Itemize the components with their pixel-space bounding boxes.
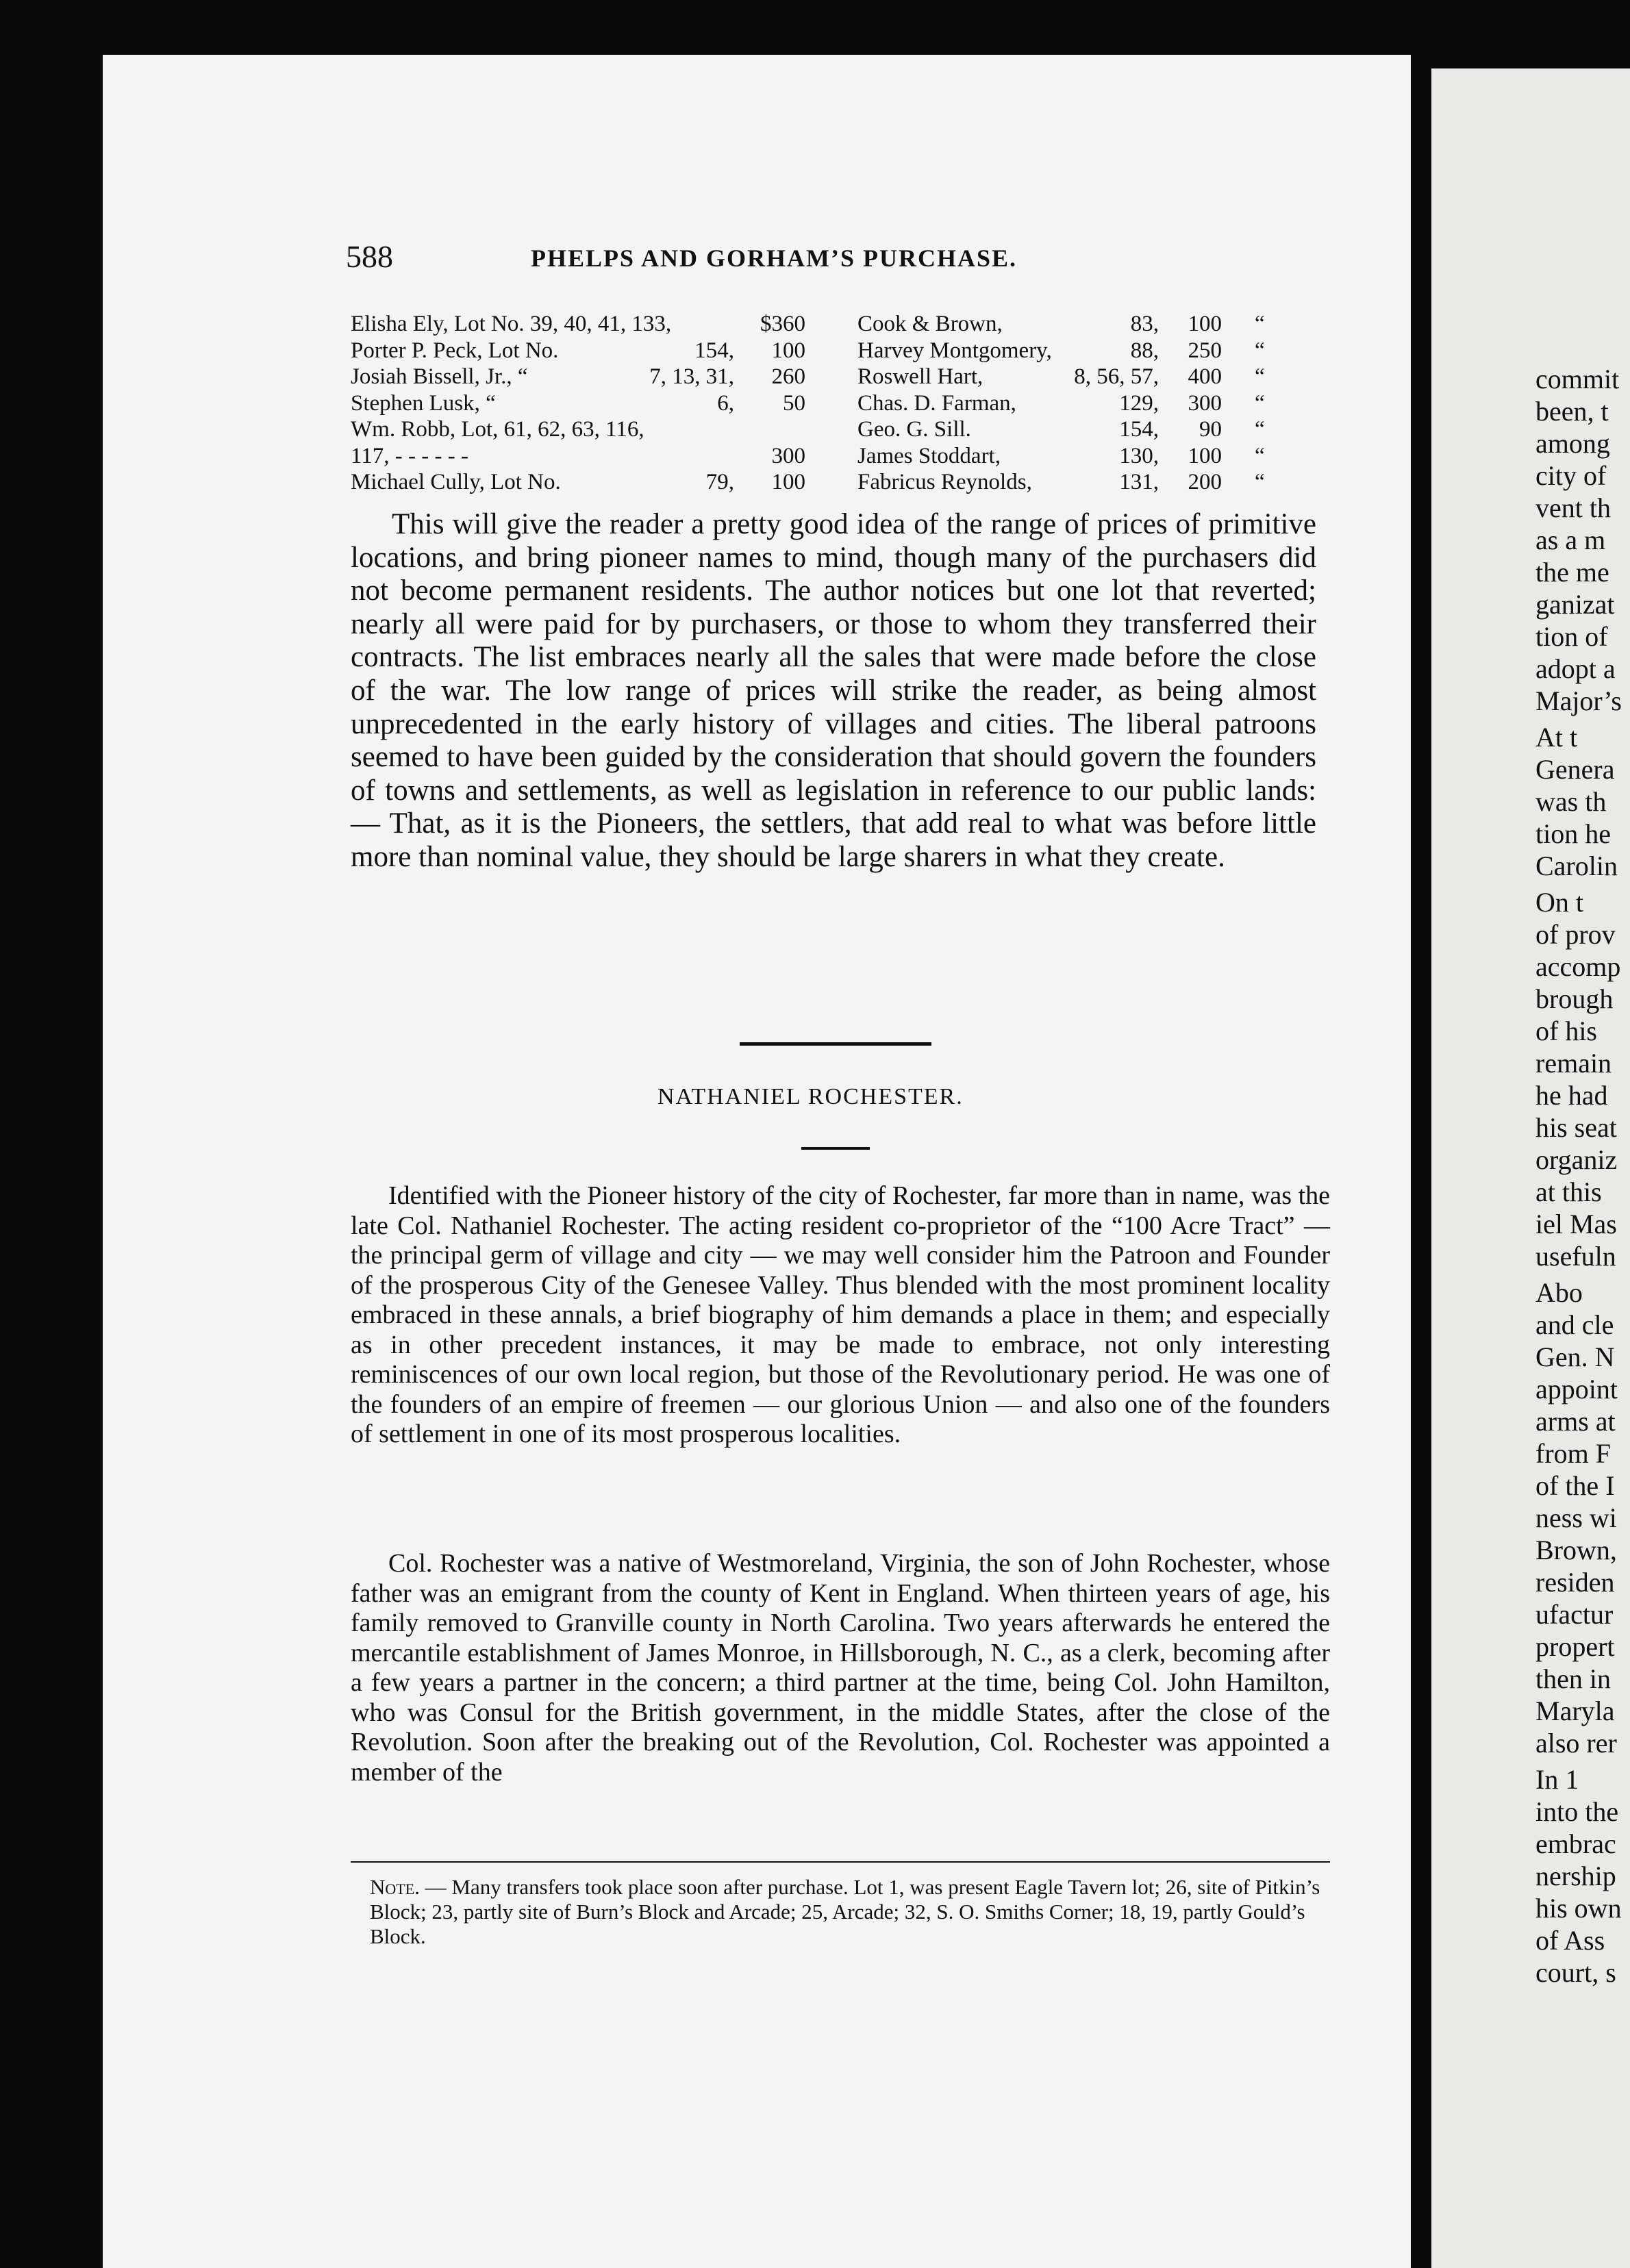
lot-numbers-2: 83, xyxy=(1130,312,1159,336)
section-divider-top xyxy=(740,1042,931,1046)
facing-page-line: Abo xyxy=(1535,1277,1583,1308)
page-number: 588 xyxy=(346,239,393,274)
ditto-mark: “ xyxy=(1255,312,1265,336)
facing-page-line: tion of xyxy=(1535,621,1608,652)
facing-page-line: accomp xyxy=(1535,951,1621,982)
footnote-label: Note. xyxy=(370,1875,420,1899)
facing-page-line: residen xyxy=(1535,1567,1615,1598)
lot-numbers: 79, xyxy=(705,470,734,494)
facing-page-line: propert xyxy=(1535,1631,1615,1662)
paragraph-rochester-origin: Col. Rochester was a native of Westmoreland, Virginia, the son of John Rochester, whose father was an emigrant from the county of Kent in England. When thirteen years of age, his family removed to Granville county in North Carolina. Two years afterwards he entered the mercantile establishment of James Monroe, in Hillsborough, N. C., as a clerk, becoming after a few years a partner in the concern; a third partner at the time, being Col. John Hamilton, who was Consul for the British government, in the middle States, after the close of the Revolution. Soon after the breaking out of the Revolution, Col. Rochester was appointed a member of the xyxy=(351,1549,1330,1787)
facing-page-line: of Ass xyxy=(1535,1925,1605,1956)
facing-page-line: In 1 xyxy=(1535,1764,1579,1795)
facing-page-line: Gen. N xyxy=(1535,1341,1615,1372)
lot-numbers-2: 154, xyxy=(1119,417,1159,442)
facing-page-line: also rer xyxy=(1535,1728,1617,1759)
lot-row xyxy=(351,364,1337,391)
facing-page-line: nership xyxy=(1535,1861,1616,1891)
facing-page-line: ufactur xyxy=(1535,1599,1614,1630)
facing-page-line: as a m xyxy=(1535,525,1606,555)
facing-page-line: At t xyxy=(1535,722,1578,753)
facing-page-line: ness wi xyxy=(1535,1502,1617,1533)
lot-price: 260 xyxy=(771,364,805,389)
facing-page-line: city of xyxy=(1535,460,1607,491)
facing-page-line: arms at xyxy=(1535,1406,1616,1437)
lot-sales-table xyxy=(351,312,1337,496)
facing-page-line: On t xyxy=(1535,887,1583,918)
lot-price: 100 xyxy=(771,470,805,494)
ditto-mark: “ xyxy=(1255,443,1265,468)
lot-price-2: 90 xyxy=(1199,417,1222,442)
facing-page-line: of his xyxy=(1535,1016,1597,1046)
facing-page-line: tion he xyxy=(1535,818,1611,849)
lot-purchaser: Michael Cully, Lot No. xyxy=(351,470,561,494)
facing-page-line: from F xyxy=(1535,1438,1611,1469)
facing-page-line: embrac xyxy=(1535,1828,1616,1859)
lot-price: $360 xyxy=(760,312,805,336)
facing-page-line: adopt a xyxy=(1535,653,1616,684)
paragraph-price-commentary: This will give the reader a pretty good idea of the range of prices of primitive locations, and bring pioneer names to mind, though many of the purchasers did not become permanent residents. The author notices but one lot that reverted; nearly all were paid for by purchasers, or those to whom they transferred their contracts. The list embraces nearly all the sales that were made before the close of the war. The low range of prices will strike the reader, as being almost unprecedented in the early history of villages and cities. The liberal patroons seemed to have been guided by the consideration that should govern the founders of towns and settlements, as well as legislation in reference to our public lands: — That, as it is the Pioneers, the settlers, that add real to what was before little more than nominal value, they should be large sharers in what they create. xyxy=(351,508,1316,873)
lot-numbers-2: 131, xyxy=(1119,470,1159,494)
lot-purchaser-2: James Stoddart, xyxy=(857,443,1001,468)
facing-page-line: Major’s xyxy=(1535,685,1622,716)
facing-page-line: then in xyxy=(1535,1663,1611,1694)
facing-page-line: at this xyxy=(1535,1176,1602,1207)
facing-page-line: brough xyxy=(1535,983,1614,1014)
lot-numbers-2: 130, xyxy=(1119,443,1159,468)
lot-row xyxy=(351,444,1337,470)
lot-purchaser-2: Harvey Montgomery, xyxy=(857,338,1052,363)
lot-numbers-2: 129, xyxy=(1119,390,1159,416)
lot-purchaser: Stephen Lusk, “ xyxy=(351,390,496,416)
lot-purchaser: 117, - - - - - - xyxy=(351,443,468,468)
lot-numbers: 7, 13, 31, xyxy=(649,364,734,389)
facing-page-line: court, s xyxy=(1535,1957,1616,1988)
lot-row xyxy=(351,312,1337,338)
footnote xyxy=(370,1875,1329,1949)
lot-price-2: 200 xyxy=(1188,470,1222,494)
facing-page-line: appoint xyxy=(1535,1374,1618,1404)
facing-page-line: and cle xyxy=(1535,1309,1614,1340)
lot-price: 100 xyxy=(771,338,805,363)
lot-purchaser-2: Chas. D. Farman, xyxy=(857,390,1016,416)
facing-page-line: ganizat xyxy=(1535,589,1615,620)
facing-page-line: of prov xyxy=(1535,919,1616,950)
lot-purchaser: Porter P. Peck, Lot No. xyxy=(351,338,559,363)
ditto-mark: “ xyxy=(1255,417,1265,442)
footnote-text: — Many transfers took place soon after purchase. Lot 1, was present Eagle Tavern lot; 26, site of Pitkin’s Block; 23, partly site of Burn’s Block and Arcade; 25, Arcade; 32, S. O. Smiths Corner; 18, 19, partly Gould’s Block. xyxy=(370,1875,1320,1948)
facing-page-line: was th xyxy=(1535,786,1607,817)
page-header xyxy=(346,238,1113,279)
lot-row xyxy=(351,417,1337,444)
lot-numbers: 6, xyxy=(717,390,734,416)
facing-page-line: his own xyxy=(1535,1893,1622,1924)
lot-row xyxy=(351,391,1337,418)
facing-page-fragment xyxy=(1431,68,1630,2268)
lot-price: 300 xyxy=(771,443,805,468)
lot-price-2: 250 xyxy=(1188,338,1222,363)
lot-numbers-2: 8, 56, 57, xyxy=(1074,364,1159,389)
lot-numbers: 154, xyxy=(694,338,734,363)
lot-row xyxy=(351,338,1337,365)
lot-price-2: 100 xyxy=(1188,312,1222,336)
ditto-mark: “ xyxy=(1255,338,1265,363)
facing-page-line: among xyxy=(1535,428,1610,459)
facing-page-line: the me xyxy=(1535,557,1609,588)
facing-page-line: Maryla xyxy=(1535,1696,1615,1726)
ditto-mark: “ xyxy=(1255,470,1265,494)
lot-row xyxy=(351,470,1337,496)
facing-page-line: he had xyxy=(1535,1080,1608,1111)
lot-purchaser: Josiah Bissell, Jr., “ xyxy=(351,364,528,389)
lot-purchaser-2: Geo. G. Sill. xyxy=(857,417,971,442)
facing-page-line: commit xyxy=(1535,364,1620,394)
lot-price-2: 300 xyxy=(1188,390,1222,416)
lot-numbers-2: 88, xyxy=(1130,338,1159,363)
running-title: PHELPS AND GORHAM’S PURCHASE. xyxy=(531,244,1018,272)
lot-purchaser-2: Cook & Brown, xyxy=(857,312,1003,336)
facing-page-line: vent th xyxy=(1535,492,1611,523)
lot-purchaser-2: Fabricus Reynolds, xyxy=(857,470,1032,494)
lot-purchaser: Wm. Robb, Lot, 61, 62, 63, 116, xyxy=(351,417,644,442)
facing-page-line: Carolin xyxy=(1535,850,1618,881)
facing-page-line: usefuln xyxy=(1535,1241,1616,1272)
section-divider-bottom xyxy=(801,1147,870,1150)
facing-page-line: organiz xyxy=(1535,1144,1618,1175)
facing-page-line: into the xyxy=(1535,1796,1619,1827)
paragraph-rochester-intro: Identified with the Pioneer history of the city of Rochester, far more than in name, was the late Col. Nathaniel Rochester. The acting resident co-proprietor of the “100 Acre Tract” — the principal germ of village and city — we may well consider him the Patroon and Founder of the prosperous City of the Genesee Valley. Thus blended with the most prominent locality embraced in these annals, a brief biography of him demands a place in them; and especially as in other precedent instances, it may be made to embrace, not only interesting reminiscences of our own local region, but those of the Revolutionary period. He was one of the founders of an empire of freemen — our glorious Union — and also one of the founders of settlement in one of its most prosperous localities. xyxy=(351,1181,1330,1448)
facing-page-line: remain xyxy=(1535,1048,1612,1079)
facing-page-line: of the I xyxy=(1535,1470,1615,1501)
facing-page-line: been, t xyxy=(1535,396,1609,427)
footnote-rule xyxy=(351,1861,1330,1863)
ditto-mark: “ xyxy=(1255,364,1265,389)
facing-page-line: his seat xyxy=(1535,1112,1617,1143)
lot-price-2: 100 xyxy=(1188,443,1222,468)
facing-page-line: iel Mas xyxy=(1535,1209,1617,1239)
lot-price-2: 400 xyxy=(1188,364,1222,389)
facing-page-line: Genera xyxy=(1535,754,1615,785)
lot-purchaser-2: Roswell Hart, xyxy=(857,364,983,389)
lot-purchaser: Elisha Ely, Lot No. 39, 40, 41, 133, xyxy=(351,312,672,336)
section-title: NATHANIEL ROCHESTER. xyxy=(657,1084,964,1109)
facing-page-line: Brown, xyxy=(1535,1535,1617,1565)
ditto-mark: “ xyxy=(1255,390,1265,416)
lot-price: 50 xyxy=(783,390,805,416)
